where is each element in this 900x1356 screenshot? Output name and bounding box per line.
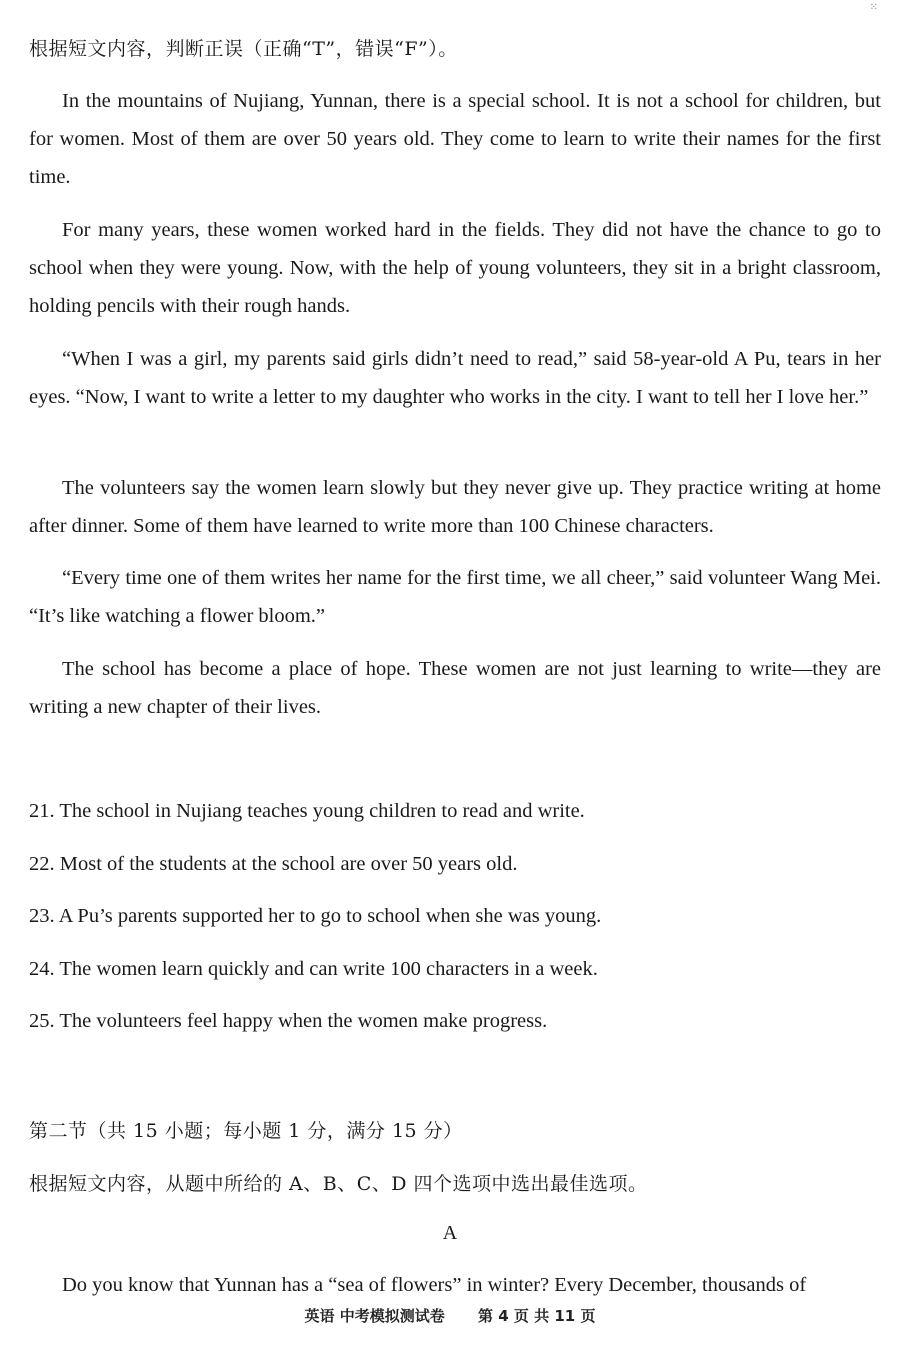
question-23: 23. A Pu’s parents supported her to go to school when she was young. [29,905,602,927]
passage-paragraph-6: The school has become a place of hope. These women are not just learning to write—they are writing a new chapter of their lives. [29,658,881,718]
question-21: 21. The school in Nujiang teaches young children to read and write. [29,800,585,822]
section-2-heading: 第二节（共 15 小题；每小题 1 分，满分 15 分） [29,1120,463,1142]
passage-paragraph-3: “When I was a girl, my parents said girls didn’t need to read,” said 58-year-old A Pu, tears in her eyes. “Now, I want to write a letter to my daughter who works in the city. I want to tell her I love her.” [29,348,881,408]
true-false-instruction: 根据短文内容，判断正误（正确“T”，错误“F”）。 [29,38,458,60]
question-24: 24. The women learn quickly and can write 100 characters in a week. [29,958,598,980]
footer-subject: 英语 中考模拟测试卷 [304,1307,445,1325]
question-25: 25. The volunteers feel happy when the women make progress. [29,1010,548,1032]
passage-paragraph-5: “Every time one of them writes her name for the first time, we all cheer,” said volunteer Wang Mei. “It’s like watching a flower bloom.” [29,567,881,627]
footer-page-number: 第 4 页 共 11 页 [478,1307,596,1325]
passage-a-title: A [442,1222,458,1244]
passage-paragraph-2: For many years, these women worked hard in the fields. They did not have the chance to go to school when they were young. Now, with the help of young volunteers, they sit in a bright classroom, holding pencils with their rough hands. [29,219,881,317]
passage-paragraph-4: The volunteers say the women learn slowly but they never give up. They practice writing at home after dinner. Some of them have learned to write more than 100 Chinese characters. [29,477,881,537]
passage-paragraph-1: In the mountains of Nujiang, Yunnan, there is a special school. It is not a school for children, but for women. Most of them are over 50 years old. They come to learn to write their names for the first time. [29,90,881,188]
section-2-instruction: 根据短文内容，从题中所给的 A、B、C、D 四个选项中选出最佳选项。 [29,1173,648,1195]
question-22: 22. Most of the students at the school are over 50 years old. [29,853,518,875]
corner-mark: ⁙ [869,2,878,13]
page-footer [0,1305,900,1326]
passage-a-first-line: Do you know that Yunnan has a “sea of flowers” in winter? Every December, thousands of [62,1274,807,1296]
